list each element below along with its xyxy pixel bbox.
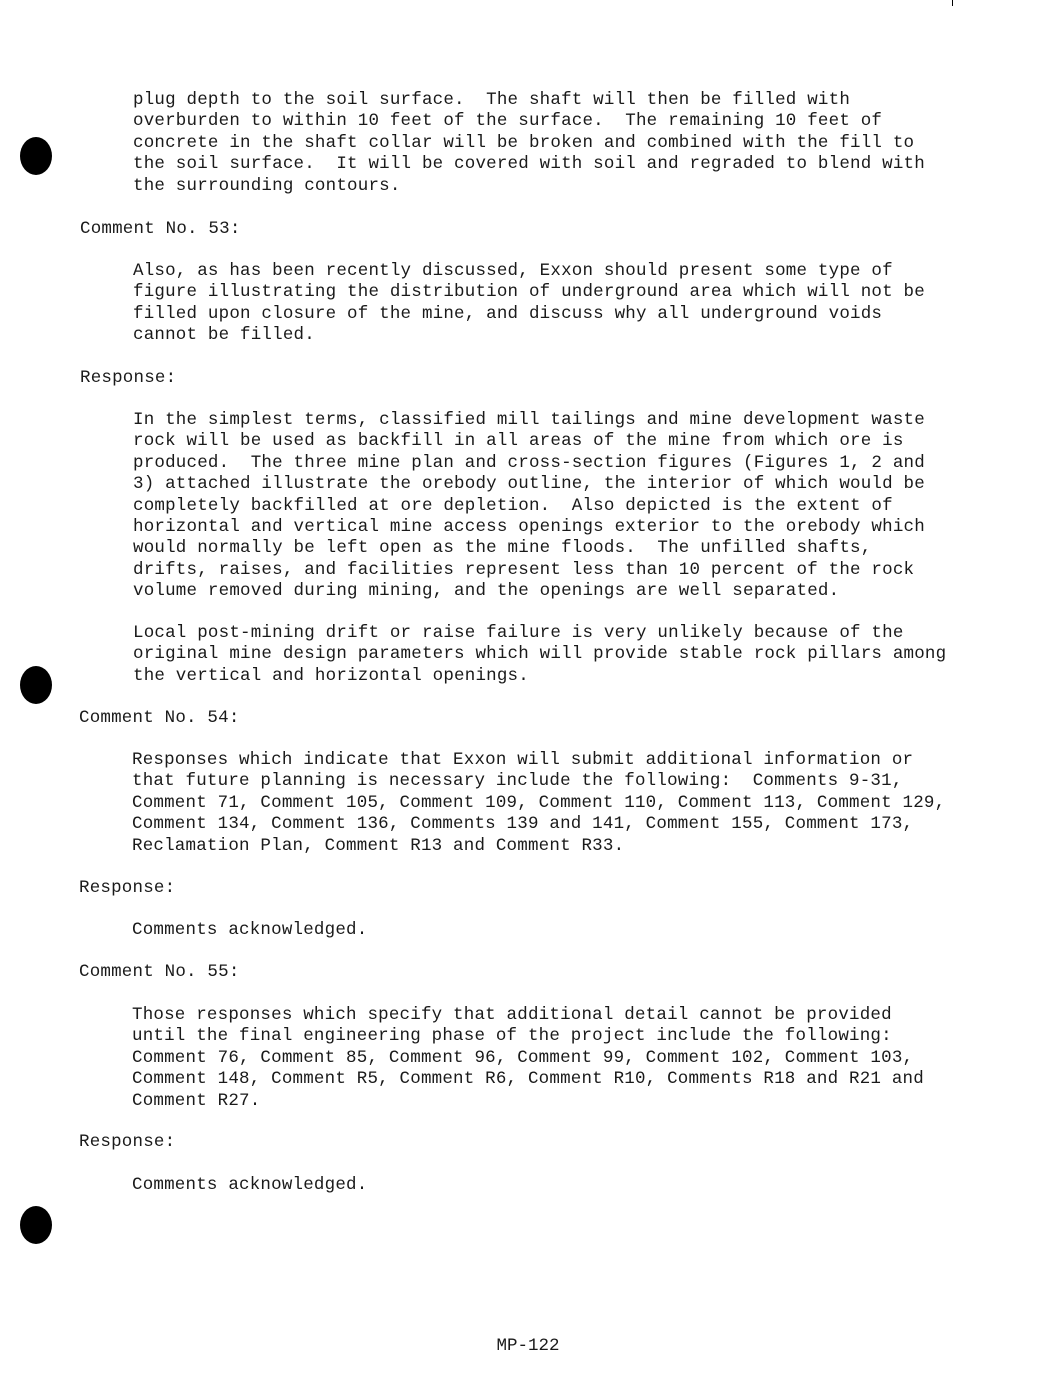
text-line: Comment 134, Comment 136, Comments 139 and 141, Comment 155, Comment 173, [132, 814, 914, 835]
text-line: produced. The three mine plan and cross-section figures (Figures 1, 2 and [133, 452, 925, 473]
text-line: that future planning is necessary include the following: Comments 9-31, [132, 771, 903, 792]
text-line: 3) attached illustrate the orebody outline, the interior of which would be [133, 474, 925, 495]
text-line: Response: [79, 878, 176, 898]
text-line: Comment 148, Comment R5, Comment R6, Comment R10, Comments R18 and R21 and [132, 1069, 924, 1090]
text-line: Responses which indicate that Exxon will submit additional information or [132, 750, 914, 770]
text-line: figure illustrating the distribution of underground area which will not be [133, 282, 925, 303]
text-line: Comment R27. [132, 1090, 261, 1111]
text-line: volume removed during mining, and the openings are well separated. [133, 581, 840, 602]
text-line: filled upon closure of the mine, and discuss why all underground voids [133, 303, 883, 324]
page-number: MP-122 [496, 1336, 560, 1356]
text-line: Local post-mining drift or raise failure is very unlikely because of the [133, 623, 904, 643]
text-line: cannot be filled. [133, 325, 315, 346]
text-line: Reclamation Plan, Comment R13 and Comment R33. [132, 835, 625, 856]
scan-mark [952, 0, 953, 6]
text-line: plug depth to the soil surface. The shaft will then be filled with [133, 90, 851, 110]
text-line: Response: [80, 368, 177, 388]
text-line: rock will be used as backfill in all areas of the mine from which ore is [133, 431, 904, 452]
text-line: the surrounding contours. [133, 175, 401, 196]
text-line: Comment No. 55: [79, 962, 240, 982]
text-line: Comments acknowledged. [132, 1175, 368, 1195]
text-line: Also, as has been recently discussed, Exxon should present some type of [133, 261, 893, 281]
text-line: overburden to within 10 feet of the surface. The remaining 10 feet of [133, 111, 883, 132]
text-line: Those responses which specify that additional detail cannot be provided [132, 1005, 892, 1025]
text-line: would normally be left open as the mine floods. The unfilled shafts, [133, 538, 872, 559]
text-line: the soil surface. It will be covered with soil and regraded to blend with [133, 154, 925, 175]
text-line: until the final engineering phase of the project include the following: [132, 1026, 892, 1047]
text-line: Comment No. 53: [80, 219, 241, 239]
text-line: Response: [79, 1132, 176, 1152]
text-line: horizontal and vertical mine access openings exterior to the orebody which [133, 517, 925, 537]
text-line: Comment 76, Comment 85, Comment 96, Comment 99, Comment 102, Comment 103, [132, 1047, 914, 1068]
text-line: Comments acknowledged. [132, 920, 368, 940]
punch-hole-middle [20, 666, 52, 704]
text-line: completely backfilled at ore depletion. Also depicted is the extent of [133, 495, 893, 516]
text-line: In the simplest terms, classified mill tailings and mine development waste [133, 410, 925, 430]
text-line: the vertical and horizontal openings. [133, 665, 529, 686]
text-line: Comment No. 54: [79, 708, 240, 728]
punch-hole-bottom [20, 1206, 52, 1244]
punch-hole-top [20, 137, 52, 175]
text-line: original mine design parameters which will provide stable rock pillars among [133, 644, 947, 665]
text-line: drifts, raises, and facilities represent less than 10 percent of the rock [133, 559, 915, 580]
text-line: Comment 71, Comment 105, Comment 109, Comment 110, Comment 113, Comment 129, [132, 792, 946, 813]
text-line: concrete in the shaft collar will be broken and combined with the fill to [133, 132, 915, 153]
